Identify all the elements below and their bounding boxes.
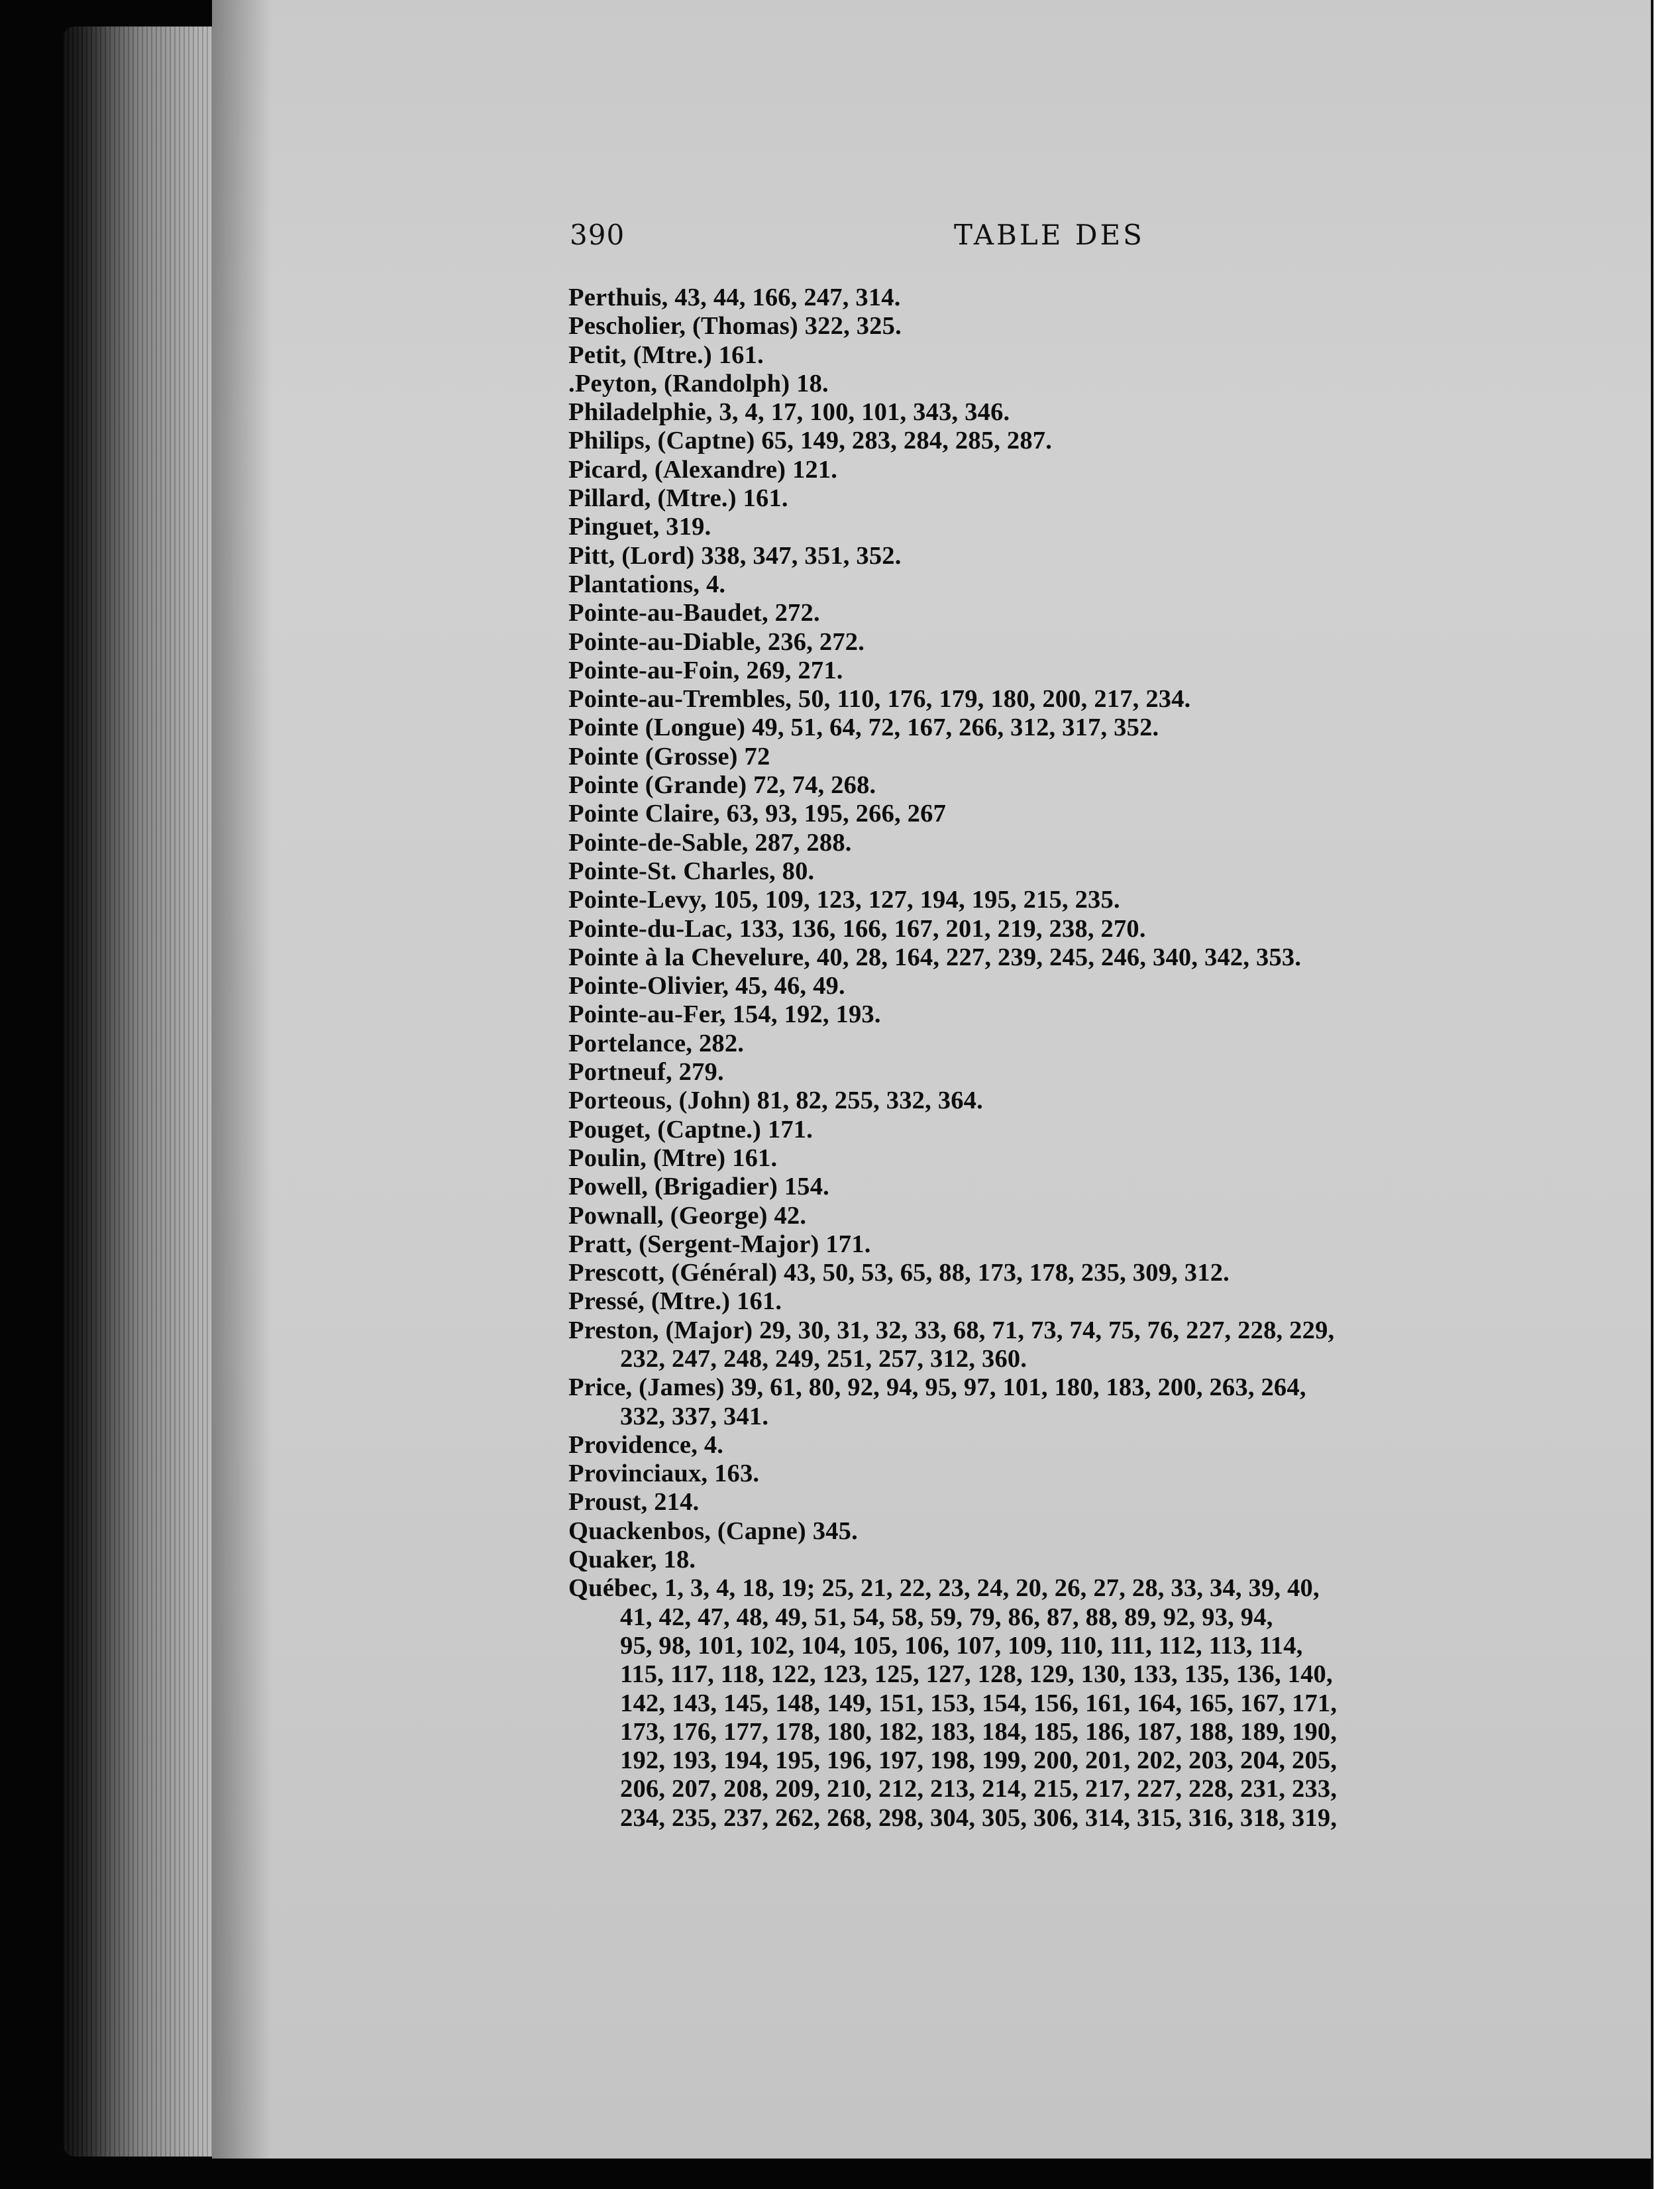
index-entry-text: Philips, (Captne) 65, 149, 283, 284, 285, 287. [568, 427, 1053, 455]
index-entry-text: Price, (James) 39, 61, 80, 92, 94, 95, 97, 101, 180, 183, 200, 263, 264, [568, 1373, 1306, 1402]
index-entry-text: Preston, (Major) 29, 30, 31, 32, 33, 68, 71, 73, 74, 75, 76, 227, 228, 229, [568, 1316, 1335, 1344]
index-entry-text: Pointe-Levy, 105, 109, 123, 127, 194, 195, 215, 235. [568, 886, 1120, 914]
index-entry-text: Perthuis, 43, 44, 166, 247, 314. [568, 284, 901, 311]
index-entry-text: Porteous, (John) 81, 82, 255, 332, 364. [568, 1087, 983, 1115]
index-entry [568, 1116, 1509, 1144]
index-entry-text: Picard, (Alexandre) 121. [568, 455, 838, 484]
running-title: TABLE DES [954, 219, 1145, 251]
index-entry-text: Pointe-au-Diable, 236, 272. [568, 627, 865, 656]
index-entry-text: Pointe-de-Sable, 287, 288. [568, 828, 852, 857]
index-entry [568, 1373, 1509, 1431]
index-entry-text: Portneuf, 279. [568, 1058, 724, 1087]
index-entry [568, 943, 1509, 972]
index-entry [568, 427, 1509, 455]
index-entry-continuation: 95, 98, 101, 102, 104, 105, 106, 107, 109, 110, 111, 112, 113, 114, [620, 1631, 1303, 1660]
index-entry [568, 599, 1509, 627]
index-entry [568, 657, 1509, 685]
index-entry-text: Quackenbos, (Capne) 345. [568, 1517, 858, 1545]
index-entry-text: Pitt, (Lord) 338, 347, 351, 352. [568, 541, 902, 570]
index-entry [568, 714, 1509, 742]
index-entry-text: Pressé, (Mtre.) 161. [568, 1287, 782, 1316]
index-entry [568, 1000, 1509, 1029]
index-entry [568, 1574, 1509, 1833]
index-entry-continuation: 332, 337, 341. [620, 1402, 769, 1430]
index-entry-text: Pointe-au-Trembles, 50, 110, 176, 179, 180, 200, 217, 234. [568, 685, 1191, 714]
scan-margin-strip [1651, 0, 1680, 2189]
index-entry [568, 972, 1509, 1000]
index-entry [568, 513, 1509, 541]
index-entry [568, 484, 1509, 513]
index-entry [568, 312, 1509, 341]
index-entry [568, 341, 1509, 370]
index-entry [568, 915, 1509, 943]
index-entry [568, 1517, 1509, 1546]
index-entry-text: .Peyton, (Randolph) 18. [568, 369, 829, 398]
index-entry-text: Pointe-au-Foin, 269, 271. [568, 656, 843, 684]
index-entry [568, 1144, 1509, 1173]
index-entry [568, 542, 1509, 570]
index-entry-text: Prescott, (Général) 43, 50, 53, 65, 88, 173, 178, 235, 309, 312. [568, 1259, 1230, 1287]
index-entry-text: Pointe-Olivier, 45, 46, 49. [568, 972, 845, 1000]
index-entry-text: Quaker, 18. [568, 1546, 696, 1574]
index-entry-text: Poulin, (Mtre) 161. [568, 1144, 778, 1172]
index-entry-text: Provinciaux, 163. [568, 1460, 760, 1488]
index-entry-text: Pillard, (Mtre.) 161. [568, 484, 788, 513]
index-entry-list [568, 284, 1509, 1833]
index-entry [568, 1230, 1509, 1259]
index-entry [568, 800, 1509, 828]
running-header [570, 219, 1563, 258]
index-entry [568, 886, 1509, 914]
index-entry-text: Pratt, (Sergent-Major) 171. [568, 1230, 871, 1258]
index-entry-text: Plantations, 4. [568, 570, 726, 598]
index-entry-continuation: 115, 117, 118, 122, 123, 125, 127, 128, 129, 130, 133, 135, 136, 140, [620, 1660, 1333, 1689]
index-entry-text: Pointe (Longue) 49, 51, 64, 72, 167, 266, 312, 317, 352. [568, 714, 1159, 742]
index-entry [568, 1259, 1509, 1287]
index-entry-text: Pointe-au-Baudet, 272. [568, 599, 820, 627]
index-entry-text: Pointe-au-Fer, 154, 192, 193. [568, 1000, 881, 1029]
index-entry [568, 1058, 1509, 1087]
index-entry [568, 1030, 1509, 1058]
page-number: 390 [570, 219, 625, 251]
index-entry-text: Pointe (Grosse) 72 [568, 742, 770, 771]
index-entry [568, 685, 1509, 714]
index-entry-text: Pouget, (Captne.) 171. [568, 1115, 814, 1144]
index-entry-text: Pointe Claire, 63, 93, 195, 266, 267 [568, 800, 947, 828]
index-entry [568, 1202, 1509, 1230]
index-entry-continuation: 41, 42, 47, 48, 49, 51, 54, 58, 59, 79, 86, 87, 88, 89, 92, 93, 94, [620, 1603, 1273, 1631]
index-entry [568, 628, 1509, 657]
index-entry-text: Pinguet, 319. [568, 513, 711, 541]
book-page-edges [63, 27, 229, 2157]
index-entry-text: Pointe-St. Charles, 80. [568, 857, 815, 885]
index-entry [568, 370, 1509, 398]
index-entry [568, 743, 1509, 771]
index-entry-text: Pescholier, (Thomas) 322, 325. [568, 312, 902, 341]
index-entry-text: Powell, (Brigadier) 154. [568, 1173, 829, 1201]
index-entry [568, 570, 1509, 599]
index-entry-text: Philadelphie, 3, 4, 17, 100, 101, 343, 346. [568, 398, 1010, 427]
index-entry-text: Proust, 214. [568, 1488, 700, 1517]
index-entry [568, 1316, 1509, 1374]
index-entry [568, 1087, 1509, 1115]
index-entry [568, 1431, 1509, 1460]
index-entry-text: Pointe-du-Lac, 133, 136, 166, 167, 201, 219, 238, 270. [568, 914, 1146, 943]
index-entry-continuation: 234, 235, 237, 262, 268, 298, 304, 305, 306, 314, 315, 316, 318, 319, [620, 1803, 1338, 1832]
index-entry-text: Pointe (Grande) 72, 74, 268. [568, 771, 876, 800]
index-entry-text: Pointe à la Chevelure, 40, 28, 164, 227, 239, 245, 246, 340, 342, 353. [568, 943, 1302, 971]
index-entry [568, 456, 1509, 484]
index-entry-continuation: 173, 176, 177, 178, 180, 182, 183, 184, 185, 186, 187, 188, 189, 190, [620, 1717, 1338, 1746]
index-entry [568, 1287, 1509, 1316]
index-entry-text: Petit, (Mtre.) 161. [568, 341, 764, 369]
index-entry [568, 1173, 1509, 1201]
index-entry-text: Pownall, (George) 42. [568, 1201, 807, 1230]
index-entry [568, 1488, 1509, 1517]
index-entry [568, 829, 1509, 857]
index-entry [568, 398, 1509, 427]
index-entry-text: Providence, 4. [568, 1430, 724, 1459]
index-entry-text: Québec, 1, 3, 4, 18, 19; 25, 21, 22, 23, 24, 20, 26, 27, 28, 33, 34, 39, 40, [568, 1574, 1320, 1603]
index-entry [568, 857, 1509, 886]
index-entry-continuation: 142, 143, 145, 148, 149, 151, 153, 154, 156, 161, 164, 165, 167, 171, [620, 1689, 1338, 1717]
index-entry-continuation: 192, 193, 194, 195, 196, 197, 198, 199, 200, 201, 202, 203, 204, 205, [620, 1746, 1338, 1775]
index-entry [568, 771, 1509, 800]
index-entry [568, 1460, 1509, 1488]
index-entry-text: Portelance, 282. [568, 1029, 745, 1057]
index-entry-continuation: 206, 207, 208, 209, 210, 212, 213, 214, 215, 217, 227, 228, 231, 233, [620, 1775, 1338, 1803]
index-entry [568, 1546, 1509, 1574]
index-entry-continuation: 232, 247, 248, 249, 251, 257, 312, 360. [620, 1344, 1027, 1373]
index-entry [568, 284, 1509, 312]
